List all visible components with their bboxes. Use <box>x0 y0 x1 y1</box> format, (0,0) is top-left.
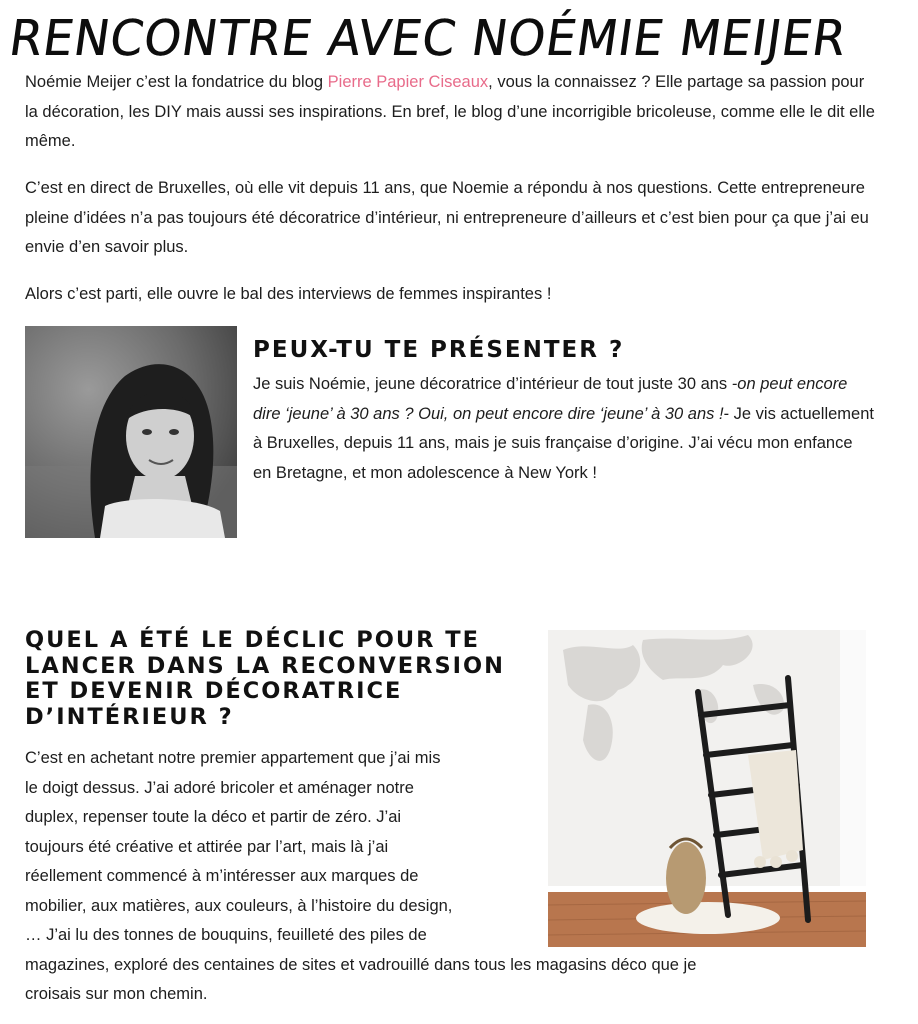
answer-italic: -on peut encore dire ‘jeune’ à 30 ans ? Oui, on peut encore dire ‘jeune’ à 30 ans ! <box>253 375 848 423</box>
answer-text: Je suis Noémie, jeune décoratrice d’intérieur de tout juste 30 ans <box>253 375 732 393</box>
intro-text: Noémie Meijer c’est la fondatrice du blog <box>25 73 328 91</box>
ladder-interior-photo <box>548 630 866 947</box>
text-line: magazines, exploré des centaines de sites et vadrouillé dans tous les magasins déco que je <box>25 955 697 974</box>
text-line: le doigt dessus. J’ai adoré bricoler et aménager notre <box>25 778 414 797</box>
text-line: … J’ai lu des tonnes de bouquins, feuilleté des piles de <box>25 926 427 944</box>
intro-text: , vous la connaissez ? Elle partage sa passion pour la décoration, les DIY mais aussi ses inspirations. En bref, le blog d’une incorrigible bricoleuse, comme elle le dit elle même. <box>25 73 875 150</box>
section-heading-presentation: PEUX-TU TE PRÉSENTER ? <box>253 337 625 363</box>
text-line: duplex, repenser toute la déco et partir de zéro. J’ai <box>25 808 402 826</box>
text-line: C’est en achetant notre premier appartement que j’ai mis <box>25 749 441 767</box>
text-line: toujours été créative et attirée par l’art, mais là j’ai <box>25 837 389 856</box>
page-title: RENCONTRE AVEC NOÉMIE MEIJER <box>5 10 851 68</box>
section-heading-declic: QUEL A ÉTÉ LE DÉCLIC POUR TE LANCER DANS LA RECONVERSION ET DEVENIR DÉCORATRICE D’INTÉRIEUR ? <box>25 627 505 730</box>
answer-text: - Je vis actuellement à Bruxelles, depuis 11 ans, mais je suis française d’origine. J’ai vécu mon enfance en Bretagne, et mon adolescence à New York ! <box>253 404 874 482</box>
intro-paragraph-3: Alors c’est parti, elle ouvre le bal des interviews de femmes inspirantes ! <box>25 285 552 303</box>
portrait-photo <box>25 326 237 538</box>
section-text-presentation <box>253 370 875 488</box>
intro-paragraph-1 <box>25 68 880 157</box>
text-line: croisais sur mon chemin. <box>25 985 208 1003</box>
text-line: réellement commencé à m’intéresser aux marques de <box>25 867 419 885</box>
text-line: mobilier, aux matières, aux couleurs, à l’histoire du design, <box>25 896 453 915</box>
blog-link[interactable]: Pierre Papier Ciseaux <box>327 73 489 91</box>
intro-paragraph-2: C’est en direct de Bruxelles, où elle vit depuis 11 ans, que Noemie a répondu à nos questions. Cette entrepreneure pleine d’idées n’a pas toujours été décoratrice d’intérieur, ni entrepreneure d’ailleurs et c’est bien pour ça que j’ai eu envie d’en savoir plus. <box>25 179 869 256</box>
